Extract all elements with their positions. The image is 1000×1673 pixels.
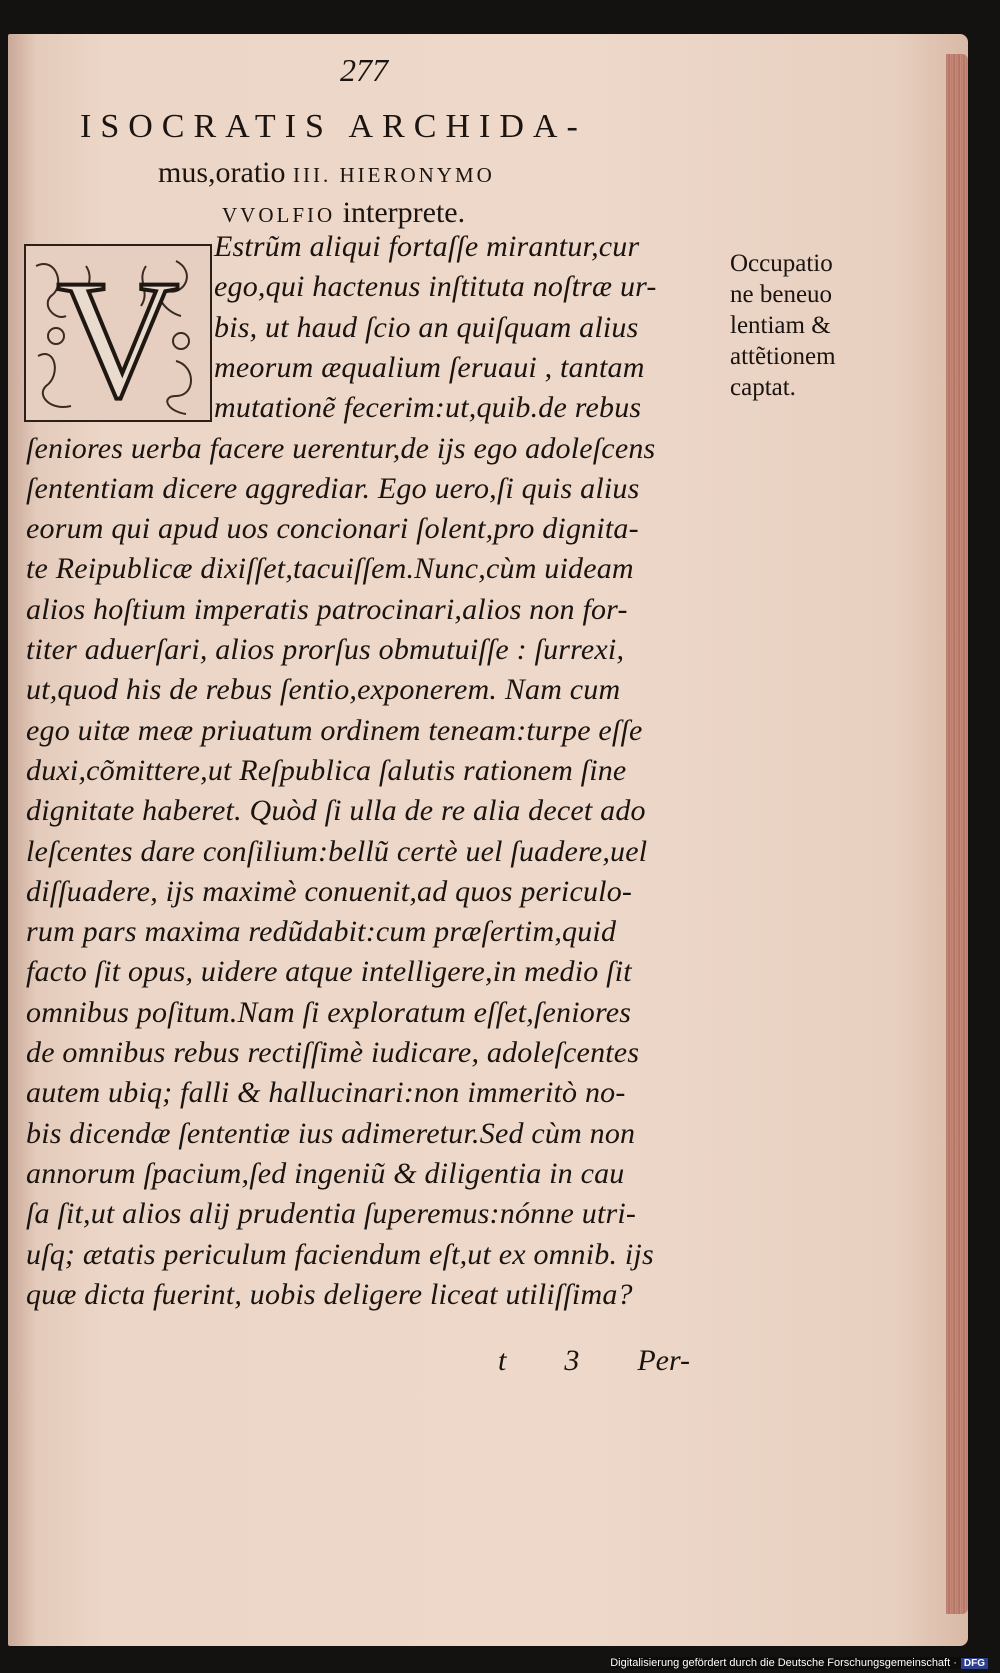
text-line: annorum ſpacium,ſed ingeniũ & diligentia in cau	[26, 1156, 625, 1190]
margin-note-line: captat.	[730, 374, 796, 401]
page-number: 277	[340, 52, 388, 88]
text-line: ego uitæ meæ priuatum ordinem teneam:turpe eſſe	[26, 713, 643, 747]
text-line: ſeniores uerba facere uerentur,de ijs ego adoleſcens	[26, 431, 656, 465]
signature-mark: t	[498, 1344, 507, 1377]
title-line-2-a: mus,oratio	[158, 156, 293, 189]
signature-line	[498, 1344, 690, 1378]
margin-note-line: Occupatio	[730, 250, 833, 277]
signature-number: 3	[564, 1344, 580, 1377]
text-line: dignitate haberet. Quòd ſi ulla de re alia decet ado	[26, 794, 646, 828]
text-line: ſa ſit,ut alios alij prudentia ſuperemus:nónne utri-	[26, 1197, 637, 1231]
margin-note-line: ne beneuo	[730, 281, 833, 308]
title-line-3-a: VVOLFIO	[222, 203, 336, 227]
text-line: uſq; ætatis periculum faciendum eſt,ut ex omnib. ijs	[26, 1237, 654, 1271]
text-line: eorum qui apud uos concionari ſolent,pro dignita-	[26, 512, 639, 546]
text-line: autem ubiq; falli & hallucinari:non immeritò no-	[26, 1076, 626, 1110]
initial-letter: V	[56, 246, 180, 420]
text-line: te Reipublicæ dixiſſet,tacuiſſem.Nunc,cùm uideam	[26, 552, 634, 586]
margin-note	[730, 248, 870, 403]
text-line: leſcentes dare conſilium:bellũ certè uel ſuadere,uel	[26, 834, 648, 868]
footer-credit	[610, 1657, 988, 1669]
title-line-1: ISOCRATIS ARCHIDA-	[80, 108, 587, 145]
title-line-3-b: interprete.	[335, 196, 466, 229]
text-line: rum pars maxima redũdabit:cum præſertim,quid	[26, 915, 617, 949]
catchword: Per-	[637, 1344, 691, 1377]
text-line: bis, ut haud ſcio an quiſquam alius	[214, 310, 639, 344]
margin-note-line: attẽtionem	[730, 343, 836, 370]
text-line: ut,quod his de rebus ſentio,exponerem. Nam cum	[26, 673, 621, 707]
text-line: bis dicendæ ſententiæ ius adimeretur.Sed cùm non	[26, 1116, 636, 1150]
page-stack-edge	[946, 54, 968, 1614]
text-line: de omnibus rebus rectiſſimè iudicare, adoleſcentes	[26, 1036, 640, 1069]
footer-text: Digitalisierung gefördert durch die Deutsche Forschungsgemeinschaft ·	[610, 1657, 957, 1669]
text-line: diſſuadere, ijs maximè conuenit,ad quos periculo-	[26, 874, 633, 908]
text-line: ego,qui hactenus inſtituta noſtræ ur-	[214, 270, 657, 304]
text-line: quæ dicta fuerint, uobis deligere liceat utiliſſima?	[26, 1277, 633, 1311]
title-line-2	[158, 156, 495, 190]
decorated-initial	[24, 244, 212, 422]
text-line: duxi,cõmittere,ut Reſpublica ſalutis rationem ſine	[26, 753, 627, 787]
text-line: Estrũm aliqui fortaſſe mirantur,cur	[214, 230, 640, 263]
margin-note-line: lentiam &	[730, 312, 831, 339]
dfg-badge: DFG	[961, 1658, 988, 1669]
text-line: mutationẽ fecerim:ut,quib.de rebus	[214, 391, 642, 425]
decorated-initial-art	[26, 246, 210, 420]
title-line-2-b: III. HIERONYMO	[293, 163, 495, 187]
text-line: titer aduerſari, alios prorſus obmutuiſſe : ſurrexi,	[26, 633, 625, 666]
title-line-3	[222, 196, 465, 230]
text-line: omnibus poſitum.Nam ſi exploratum eſſet,ſeniores	[26, 995, 632, 1029]
text-line: alios hoſtium imperatis patrocinari,alios non for-	[26, 592, 628, 626]
text-line: meorum æqualium ſeruaui , tantam	[214, 350, 645, 384]
text-line: ſententiam dicere aggrediar. Ego uero,ſi quis alius	[26, 471, 640, 505]
text-line: facto ſit opus, uidere atque intelligere,in medio ſit	[26, 955, 632, 989]
